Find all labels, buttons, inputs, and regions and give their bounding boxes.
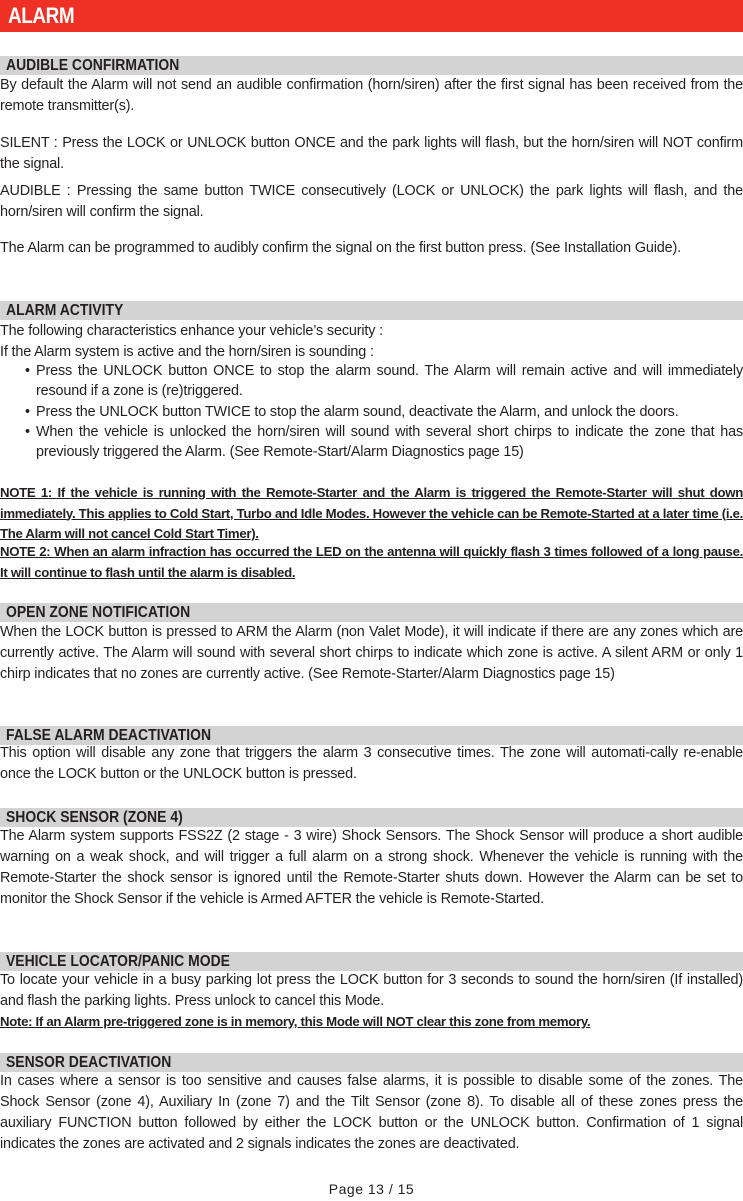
section-heading-open-zone-notification — [0, 603, 743, 622]
list-item-text: When the vehicle is unlocked the horn/siren will sound with several short chirps to indicate the zone that has previously triggered the Alarm. (See Remote-Start/Alarm Diagnostics page 15) — [36, 423, 743, 461]
section-heading-text: VEHICLE LOCATOR/PANIC MODE — [6, 953, 230, 970]
section-heading-vehicle-locator-panic-mode — [0, 952, 743, 971]
paragraph: When the LOCK button is pressed to ARM the Alarm (non Valet Mode), it will indicate if there are any zones which are currently active. The Alarm will sound with several short chirps to indicate which zone is active. A silent ARM or only 1 chirp indicates that no zones are currently active. (See Remote-Starter/Alarm Diagnostics page 15) — [0, 624, 743, 682]
section-heading-text: ALARM ACTIVITY — [6, 302, 124, 319]
paragraph: The Alarm system supports FSS2Z (2 stage - 3 wire) Shock Sensors. The Shock Sensor will produce a short audible warning on a weak shock, and will trigger a full alarm on a strong shock. Whenever the vehicle is running with the Remote-Starter the shock sensor is ignored until the Remote-Starter shuts down. However the Alarm can be set to monitor the Shock Sensor if the vehicle is Armed AFTER the vehicle is Remote-Started. — [0, 828, 743, 907]
section-heading-sensor-deactivation — [0, 1053, 743, 1072]
section-heading-audible-confirmation — [0, 56, 743, 75]
paragraph: This option will disable any zone that triggers the alarm 3 consecutive times. The zone will automati-cally re-enable once the LOCK button or the UNLOCK button is pressed. — [0, 745, 743, 782]
list-item — [0, 402, 743, 422]
section-heading-text: AUDIBLE CONFIRMATION — [6, 57, 180, 74]
paragraph: SILENT : Press the LOCK or UNLOCK button ONCE and the park lights will flash, but the horn/siren will NOT confirm the signal. — [0, 135, 743, 172]
paragraph: If the Alarm system is active and the horn/siren is sounding : — [0, 344, 374, 360]
bullet-icon: • — [25, 403, 30, 420]
section-heading-text: FALSE ALARM DEACTIVATION — [6, 727, 212, 744]
list-item-text: Press the UNLOCK button TWICE to stop the alarm sound, deactivate the Alarm, and unlock the doors. — [36, 403, 679, 420]
bullet-list — [0, 361, 743, 462]
page-title: ALARM — [8, 3, 75, 28]
bullet-icon: • — [25, 363, 30, 379]
paragraph: By default the Alarm will not send an audible confirmation (horn/siren) after the first signal has been received from the remote transmitter(s). — [0, 77, 743, 114]
list-item — [0, 361, 743, 402]
section-heading-shock-sensor — [0, 808, 743, 827]
paragraph: AUDIBLE : Pressing the same button TWICE consecutively (LOCK or UNLOCK) the park lights will flash, and the horn/siren will confirm the signal. — [0, 183, 743, 220]
section-heading-text: SENSOR DEACTIVATION — [6, 1054, 172, 1071]
list-item-text: Press the UNLOCK button ONCE to stop the alarm sound. The Alarm will remain active and will immediately resound if a zone is (re)triggered. — [36, 363, 743, 400]
paragraph: In cases where a sensor is too sensitive and causes false alarms, it is possible to disable some of the zones. The Shock Sensor (zone 4), Auxiliary In (zone 7) and the Tilt Sensor (zone 8). To disable all of these zones press the auxiliary FUNCTION button followed by either the LOCK button or the UNLOCK button. Confirmation of 1 signal indicates the zones are activated and 2 signals indicates the zones are deactivated. — [0, 1073, 743, 1152]
title-banner — [0, 0, 743, 32]
note-text: NOTE 2: When an alarm infraction has occurred the LED on the antenna will quickly flash 3 times followed of a long pause. It will continue to flash until the alarm is disabled. — [0, 544, 743, 580]
paragraph: The Alarm can be programmed to audibly confirm the signal on the first button press. (See Installation Guide). — [0, 240, 682, 256]
page-number: Page 13 / 15 — [328, 1181, 415, 1197]
section-heading-alarm-activity — [0, 301, 743, 320]
section-heading-text: OPEN ZONE NOTIFICATION — [6, 604, 191, 621]
paragraph: The following characteristics enhance your vehicle’s security : — [0, 323, 384, 339]
note-text: Note: If an Alarm pre-triggered zone is in memory, this Mode will NOT clear this zone from memory. — [0, 1014, 591, 1029]
section-heading-text: SHOCK SENSOR (ZONE 4) — [6, 809, 183, 826]
paragraph: To locate your vehicle in a busy parking lot press the LOCK button for 3 seconds to sound the horn/siren (If installed) and flash the parking lights. Press unlock to cancel this Mode. — [0, 972, 743, 1009]
note-text: NOTE 1: If the vehicle is running with the Remote-Starter and the Alarm is triggered the Remote-Starter will shut down immediately. This applies to Cold Start, Turbo and Idle Modes. However the vehicle can be Remote-Started at a later time (i.e. The Alarm will not cancel Cold Start Timer). — [0, 485, 743, 541]
list-item — [0, 422, 743, 463]
bullet-icon: • — [25, 423, 30, 440]
